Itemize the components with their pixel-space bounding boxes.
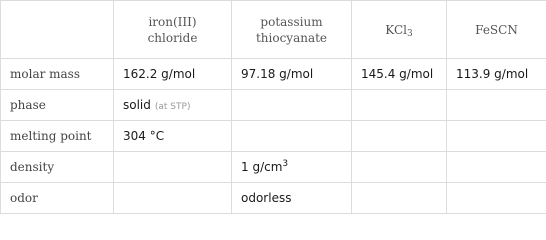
column-header-line: potassium: [260, 14, 323, 29]
column-header-potassium-thiocyanate: [232, 1, 352, 59]
table-cell: [447, 152, 546, 183]
table-cell: 304 °C: [114, 121, 232, 152]
table-cell: [232, 90, 352, 121]
phase-value: solid: [123, 98, 151, 112]
row-label: molar mass: [1, 59, 114, 90]
column-header-line: chloride: [147, 30, 198, 45]
column-header-line: iron(III): [148, 14, 197, 29]
table-cell: 113.9 g/mol: [447, 59, 546, 90]
table-cell: [114, 183, 232, 214]
table-cell: [114, 152, 232, 183]
column-header-kcl3: [352, 1, 447, 59]
column-header-iron-chloride: [114, 1, 232, 59]
row-label: melting point: [1, 121, 114, 152]
formula-main: FeSCN: [475, 22, 518, 37]
table-cell: [447, 183, 546, 214]
table-cell: odorless: [232, 183, 352, 214]
table-cell: [447, 121, 546, 152]
row-label: phase: [1, 90, 114, 121]
density-value: 1 g/cm: [241, 160, 283, 174]
table-cell: [352, 152, 447, 183]
table-row-phase: [1, 90, 546, 121]
corner-cell: [1, 1, 114, 59]
table-cell: 162.2 g/mol: [114, 59, 232, 90]
table-cell: [232, 152, 352, 183]
table-row-molar-mass: [1, 59, 546, 90]
table-cell: 97.18 g/mol: [232, 59, 352, 90]
table-cell: 145.4 g/mol: [352, 59, 447, 90]
table-cell: [114, 90, 232, 121]
table-cell: [447, 90, 546, 121]
column-header-line: thiocyanate: [255, 30, 328, 45]
table-row-density: [1, 152, 546, 183]
header-row: [1, 1, 546, 59]
density-exponent: 3: [282, 159, 289, 169]
table-row-odor: [1, 183, 546, 214]
row-label: odor: [1, 183, 114, 214]
table-cell: [232, 121, 352, 152]
column-header-fescn: [447, 1, 546, 59]
phase-note: (at STP): [154, 102, 191, 112]
row-label: density: [1, 152, 114, 183]
formula-main: KCl: [385, 22, 407, 37]
table-row-melting-point: [1, 121, 546, 152]
table-cell: [352, 121, 447, 152]
table-cell: [352, 90, 447, 121]
table-cell: [352, 183, 447, 214]
formula-subscript: 3: [406, 28, 413, 39]
